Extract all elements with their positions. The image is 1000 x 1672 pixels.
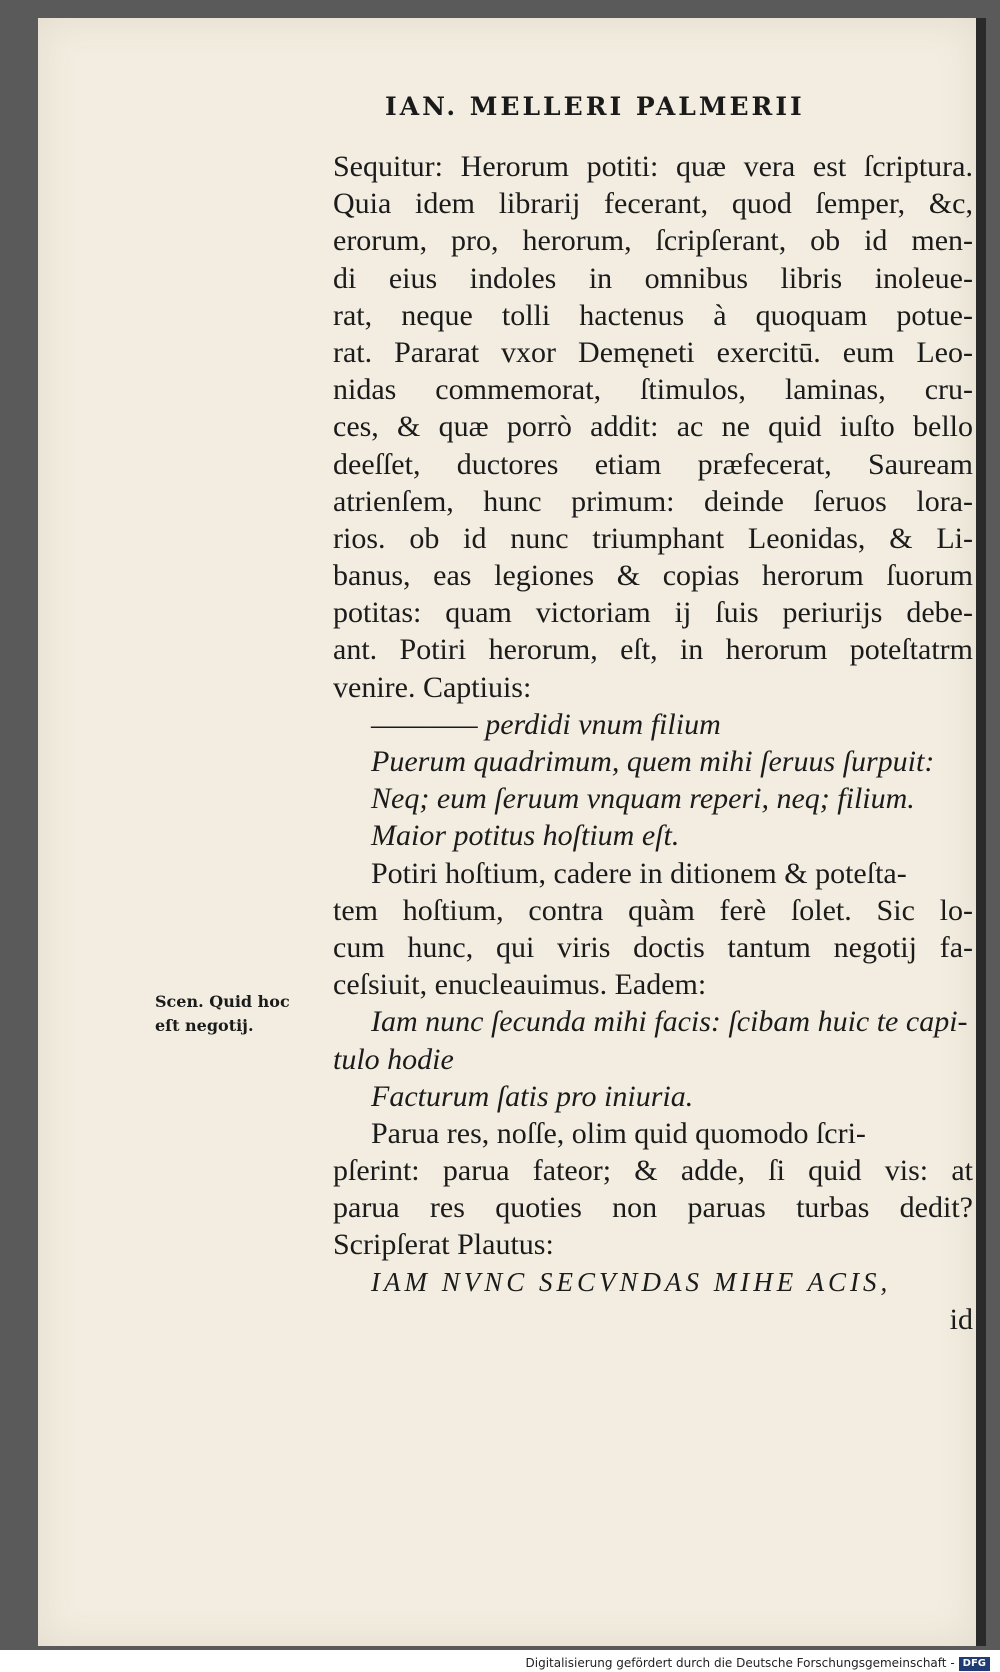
footer-text: Digitalisierung gefördert durch die Deutsche Forschungsgemeinschaft - (525, 1656, 955, 1670)
text-line: rios. ob id nunc triumphant Leonidas, & Li- (333, 521, 973, 555)
text-line: ces, & quæ porrò addit: ac ne quid iuſto bello (333, 410, 973, 444)
text-line: atrienſem, hunc primum: deinde ſeruos lora- (333, 484, 973, 518)
text-line: venire. Captiuis: (333, 670, 532, 704)
text-line: cum hunc, qui viris doctis tantum negotij fa- (333, 930, 973, 964)
margin-note-line: eſt negotij. (155, 1016, 254, 1035)
digitization-footer (0, 1654, 990, 1672)
quote-line: Maior potitus hoſtium eſt. (371, 819, 680, 853)
dfg-logo: DFG (959, 1657, 990, 1671)
catchword: id (949, 1302, 973, 1336)
text-line: rat, neque tolli hactenus à quoquam potue- (333, 298, 973, 332)
quote-line: Puerum quadrimum, quem mihi ſeruus ſurpuit: (371, 745, 935, 778)
text-line: rat. Pararat vxor Demęneti exercitū. eum Leo- (333, 335, 973, 369)
text-line: erorum, pro, herorum, ſcripſerant, ob id men- (333, 224, 973, 258)
text-line: nidas commemorat, ſtimulos, laminas, cru- (333, 373, 973, 407)
text-line: Quia idem librarij fecerant, quod ſemper, &c, (333, 187, 973, 221)
running-title: IAN. MELLERI PALMERII (385, 92, 805, 121)
quote-line: Facturum ſatis pro iniuria. (371, 1079, 694, 1113)
text-line: di eius indoles in omnibus libris inoleue- (333, 261, 973, 295)
text-line: Potiri hoſtium, cadere in ditionem & poteſta- (371, 856, 907, 890)
main-text-block (333, 148, 973, 1338)
text-line: Sequitur: Herorum potiti: quæ vera est ſcriptura. (333, 150, 973, 183)
text-line: pſerint: parua fateor; & adde, ſi quid vis: at (333, 1154, 973, 1188)
quote-line: tulo hodie (333, 1042, 454, 1076)
quote-line: ———— perdidi vnum filium (371, 707, 721, 741)
text-line: Scripſerat Plautus: (333, 1228, 554, 1262)
text-line: tem hoſtium, contra quàm ferè ſolet. Sic lo- (333, 893, 973, 927)
text-line: ant. Potiri herorum, eſt, in herorum poteſtatrm (333, 633, 973, 667)
text-line: deeſſet, ductores etiam præfecerat, Sauream (333, 447, 973, 481)
margin-note (155, 990, 325, 1038)
margin-note-line: Scen. Quid hoc (155, 992, 290, 1011)
text-line: parua res quoties non paruas turbas dedit? (333, 1191, 973, 1225)
quote-line: Iam nunc ſecunda mihi facis: ſcibam huic te capi- (371, 1005, 968, 1039)
quote-line: Neq; eum ſeruum vnquam reperi, neq; filium. (371, 782, 915, 816)
text-line: ceſsiuit, enucleauimus. Eadem: (333, 968, 707, 1002)
text-line: Parua res, noſſe, olim quid quomodo ſcri- (371, 1116, 866, 1150)
quote-line: IAM NVNC SECVNDAS MIHE ACIS, (371, 1266, 892, 1297)
text-line: banus, eas legiones & copias herorum ſuorum (333, 559, 973, 593)
text-line: potitas: quam victoriam ij ſuis periurijs debe- (333, 596, 973, 630)
